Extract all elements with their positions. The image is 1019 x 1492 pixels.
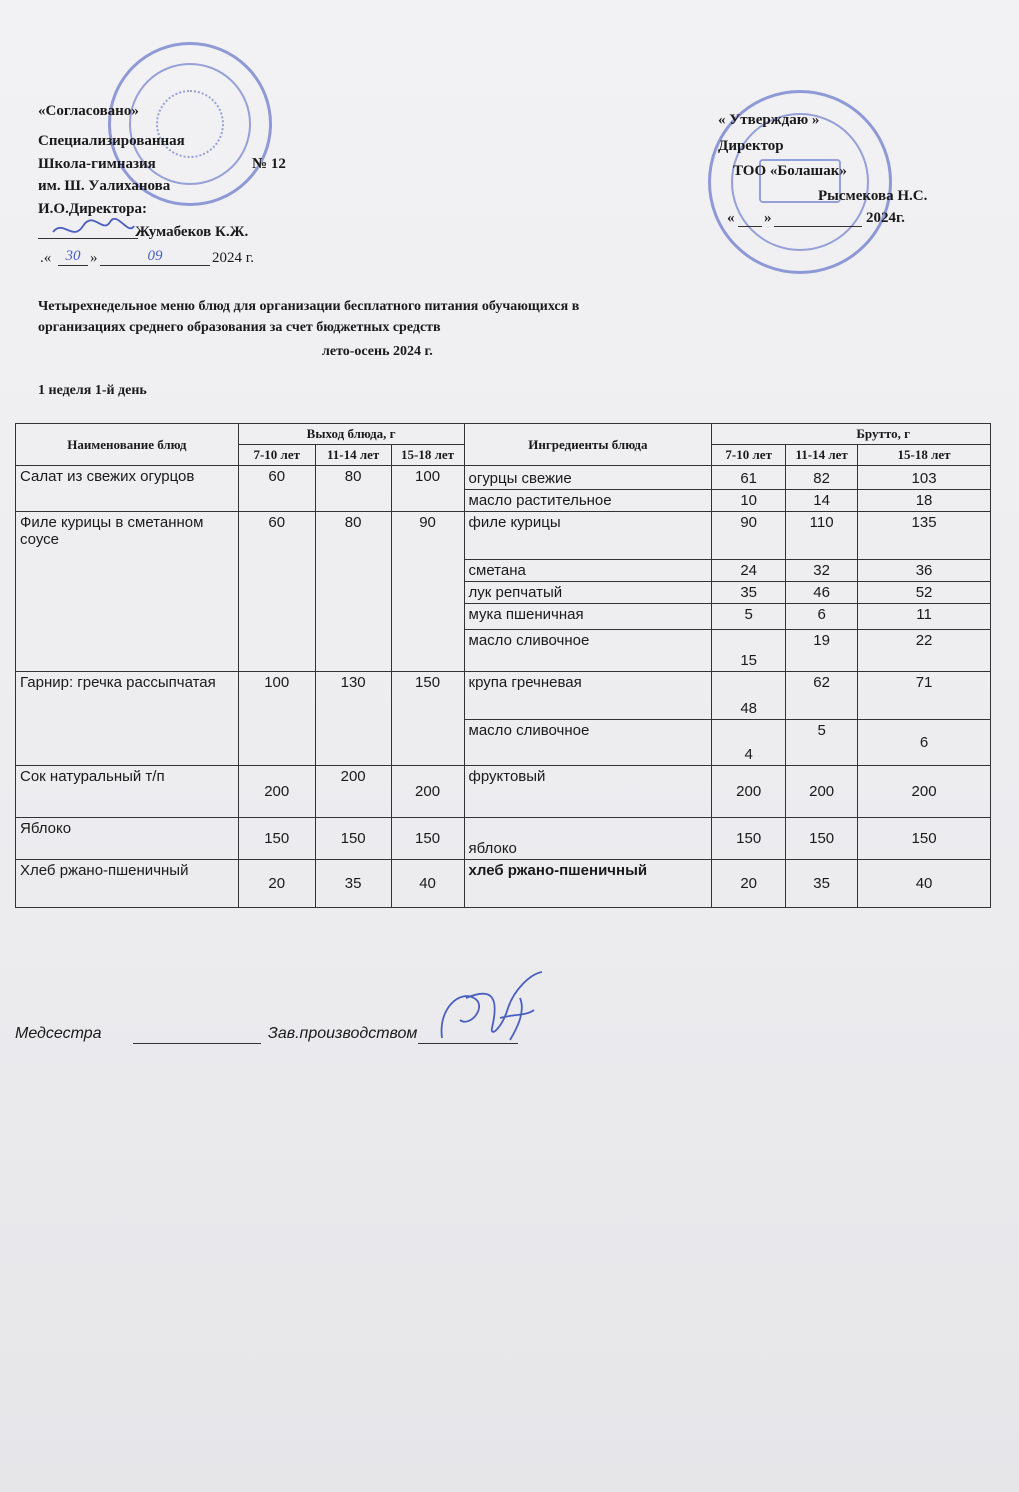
header-brutto-age1: 7-10 лет (712, 445, 786, 466)
brutto-cell: 32 (786, 560, 858, 582)
brutto-cell: 150 (786, 818, 858, 860)
brutto-cell: 22 (858, 630, 991, 672)
left-date-month: 09 (100, 248, 210, 266)
table-row (16, 466, 991, 490)
yield-cell: 60 (238, 466, 315, 512)
dish-name: Сок натуральный т/п (16, 766, 239, 818)
yield-cell: 200 (238, 766, 315, 818)
right-approval-line1: Директор (718, 138, 784, 154)
yield-cell: 150 (238, 818, 315, 860)
brutto-cell: 20 (712, 860, 786, 908)
table-row (16, 860, 991, 908)
table-row (16, 766, 991, 818)
brutto-cell: 5 (786, 720, 858, 766)
brutto-cell: 52 (858, 582, 991, 604)
dish-name: Хлеб ржано-пшеничный (16, 860, 239, 908)
brutto-cell: 71 (858, 672, 991, 720)
day-label: 1 неделя 1-й день (38, 383, 147, 398)
brutto-cell: 4 (712, 720, 786, 766)
table-row (16, 672, 991, 720)
yield-cell: 80 (315, 466, 391, 512)
yield-cell: 150 (391, 818, 464, 860)
left-approval-line4: И.О.Директора: (38, 201, 147, 217)
ingredient-name: филе курицы (464, 512, 712, 560)
brutto-cell: 82 (786, 466, 858, 490)
ingredient-name: масло растительное (464, 490, 712, 512)
brutto-cell: 14 (786, 490, 858, 512)
left-date-day: 30 (58, 248, 88, 266)
header-dish: Наименование блюд (16, 424, 239, 466)
right-date-open: « (727, 210, 735, 226)
menu-title-line1: Четырехнедельное меню блюд для организации бесплатного питания обучающихся в (38, 299, 580, 314)
left-approval-line2-num: № 12 (252, 156, 286, 172)
yield-cell: 200 (315, 766, 391, 818)
brutto-cell: 24 (712, 560, 786, 582)
header-yield: Выход блюда, г (238, 424, 464, 445)
brutto-cell: 6 (786, 604, 858, 630)
menu-title-line2: организациях среднего образования за счет бюджетных средств (38, 320, 441, 335)
left-handwritten-signature (48, 214, 138, 244)
nurse-signature-line (133, 1043, 261, 1044)
ingredient-name: сметана (464, 560, 712, 582)
production-handwritten-signature (430, 968, 550, 1048)
left-approval-line3: им. Ш. Уалиханова (38, 178, 171, 194)
yield-cell: 20 (238, 860, 315, 908)
right-signer-name: Рысмекова Н.С. (818, 188, 928, 204)
yield-cell: 40 (391, 860, 464, 908)
yield-cell: 90 (391, 512, 464, 672)
right-date-month-blank (774, 226, 862, 227)
brutto-cell: 61 (712, 466, 786, 490)
brutto-cell: 200 (712, 766, 786, 818)
header-yield-age3: 15-18 лет (391, 445, 464, 466)
dish-name: Гарнир: гречка рассыпчатая (16, 672, 239, 766)
brutto-cell: 18 (858, 490, 991, 512)
header-yield-age2: 11-14 лет (315, 445, 391, 466)
brutto-cell: 5 (712, 604, 786, 630)
brutto-cell: 62 (786, 672, 858, 720)
brutto-cell: 6 (858, 720, 991, 766)
left-signer-name: Жумабеков К.Ж. (135, 224, 249, 240)
brutto-cell: 103 (858, 466, 991, 490)
ingredient-name: хлеб ржано-пшеничный (464, 860, 712, 908)
ingredient-name: масло сливочное (464, 720, 712, 766)
yield-cell: 60 (238, 512, 315, 672)
dish-name: Филе курицы в сметанном соусе (16, 512, 239, 672)
left-approval-title: «Согласовано» (38, 103, 139, 119)
brutto-cell: 15 (712, 630, 786, 672)
header-yield-age1: 7-10 лет (238, 445, 315, 466)
brutto-cell: 40 (858, 860, 991, 908)
ingredient-name: масло сливочное (464, 630, 712, 672)
ingredient-name: огурцы свежие (464, 466, 712, 490)
nurse-label: Медсестра (15, 1025, 102, 1042)
brutto-cell: 36 (858, 560, 991, 582)
brutto-cell: 110 (786, 512, 858, 560)
yield-cell: 80 (315, 512, 391, 672)
brutto-cell: 48 (712, 672, 786, 720)
yield-cell: 150 (391, 672, 464, 766)
brutto-cell: 11 (858, 604, 991, 630)
left-date-prefix: .« (40, 250, 52, 266)
header-brutto-age3: 15-18 лет (858, 445, 991, 466)
ingredient-name: лук репчатый (464, 582, 712, 604)
yield-cell: 35 (315, 860, 391, 908)
right-date-close: » (764, 210, 772, 226)
yield-cell: 100 (391, 466, 464, 512)
table-row (16, 512, 991, 560)
brutto-cell: 90 (712, 512, 786, 560)
header-brutto: Брутто, г (712, 424, 991, 445)
menu-season: лето-осень 2024 г. (322, 344, 433, 359)
left-date-year: 2024 г. (212, 250, 254, 266)
brutto-cell: 150 (858, 818, 991, 860)
header-brutto-age2: 11-14 лет (786, 445, 858, 466)
brutto-cell: 200 (858, 766, 991, 818)
left-approval-line2: Школа-гимназия (38, 156, 156, 172)
ingredient-name: яблоко (464, 818, 712, 860)
ingredient-name: мука пшеничная (464, 604, 712, 630)
right-approval-title: « Утверждаю » (718, 112, 820, 128)
yield-cell: 150 (315, 818, 391, 860)
yield-cell: 100 (238, 672, 315, 766)
dish-name: Яблоко (16, 818, 239, 860)
table-row (16, 818, 991, 860)
right-date-year: 2024г. (866, 210, 905, 226)
right-date-day-blank (738, 226, 762, 227)
brutto-cell: 10 (712, 490, 786, 512)
yield-cell: 130 (315, 672, 391, 766)
brutto-cell: 35 (786, 860, 858, 908)
brutto-cell: 150 (712, 818, 786, 860)
right-approval-line2: ТОО «Болашак» (733, 163, 847, 179)
brutto-cell: 200 (786, 766, 858, 818)
yield-cell: 200 (391, 766, 464, 818)
brutto-cell: 135 (858, 512, 991, 560)
brutto-cell: 46 (786, 582, 858, 604)
brutto-cell: 35 (712, 582, 786, 604)
header-ingredients: Ингредиенты блюда (464, 424, 712, 466)
dish-name: Салат из свежих огурцов (16, 466, 239, 512)
production-manager-label: Зав.производством (268, 1025, 418, 1042)
left-approval-line1: Специализированная (38, 133, 185, 149)
left-date-mid: » (90, 250, 98, 266)
brutto-cell: 19 (786, 630, 858, 672)
ingredient-name: крупа гречневая (464, 672, 712, 720)
menu-table (15, 423, 991, 908)
ingredient-name: фруктовый (464, 766, 712, 818)
